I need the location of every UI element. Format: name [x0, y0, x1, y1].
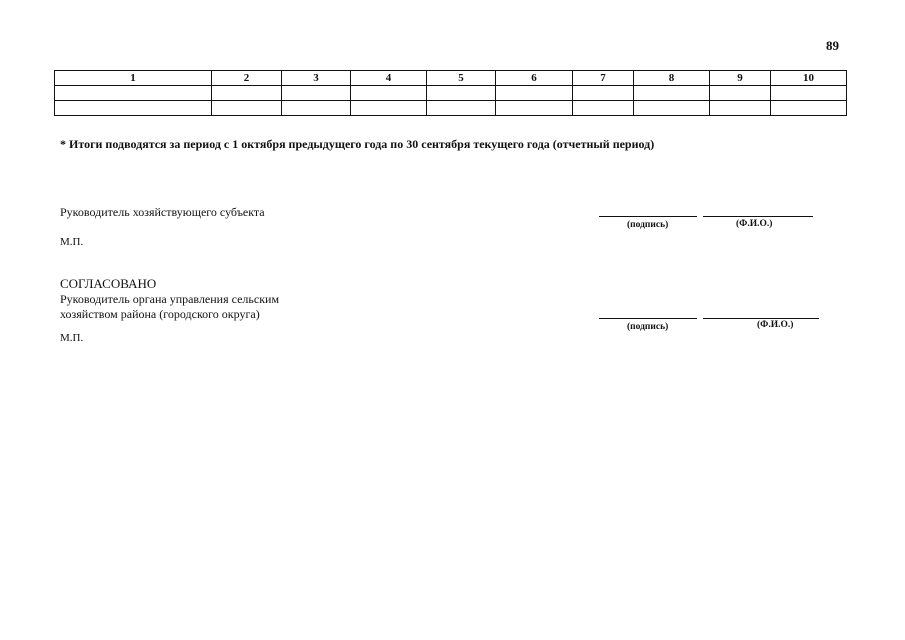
table-row	[55, 101, 847, 116]
column-header: 7	[573, 71, 634, 86]
column-header: 2	[212, 71, 282, 86]
column-header: 6	[496, 71, 573, 86]
table-cell	[55, 101, 212, 116]
table-cell	[496, 101, 573, 116]
signature-line	[599, 216, 697, 217]
approver-title-line1: Руководитель органа управления сельским	[60, 292, 280, 306]
table-cell	[55, 86, 212, 101]
table-cell	[634, 101, 710, 116]
table-cell	[212, 101, 282, 116]
page-number: 89	[826, 38, 839, 53]
signature-caption: (подпись)	[627, 322, 669, 332]
column-header: 3	[282, 71, 351, 86]
table-cell	[771, 101, 847, 116]
approval-heading: СОГЛАСОВАНО	[60, 276, 157, 291]
table-cell	[282, 101, 351, 116]
column-header: 1	[55, 71, 212, 86]
table-cell	[710, 101, 771, 116]
table-cell	[771, 86, 847, 101]
table-cell	[573, 86, 634, 101]
table-cell	[427, 101, 496, 116]
column-header: 4	[351, 71, 427, 86]
column-header: 9	[710, 71, 771, 86]
table-cell	[282, 86, 351, 101]
data-table	[54, 70, 847, 116]
table-cell	[496, 86, 573, 101]
stamp-mark: М.П.	[60, 332, 84, 344]
footnote: * Итоги подводятся за период с 1 октября предыдущего года по 30 сентября текущего года (отчетный период)	[60, 137, 655, 151]
name-caption: (Ф.И.О.)	[757, 320, 794, 330]
name-caption: (Ф.И.О.)	[736, 219, 773, 229]
manager-title: Руководитель хозяйствующего субъекта	[60, 205, 265, 219]
table-cell	[212, 86, 282, 101]
table-cell	[427, 86, 496, 101]
name-line	[703, 318, 819, 319]
table-cell	[573, 101, 634, 116]
column-header: 5	[427, 71, 496, 86]
signature-line	[599, 318, 697, 319]
name-line	[703, 216, 813, 217]
table-cell	[351, 86, 427, 101]
table-cell	[710, 86, 771, 101]
stamp-mark: М.П.	[60, 236, 84, 248]
table-cell	[351, 101, 427, 116]
table-header-row	[55, 71, 847, 86]
table-row	[55, 86, 847, 101]
approver-title-line2: хозяйством района (городского округа)	[60, 307, 260, 321]
column-header: 8	[634, 71, 710, 86]
column-header: 10	[771, 71, 847, 86]
signature-caption: (подпись)	[627, 220, 669, 230]
table-cell	[634, 86, 710, 101]
